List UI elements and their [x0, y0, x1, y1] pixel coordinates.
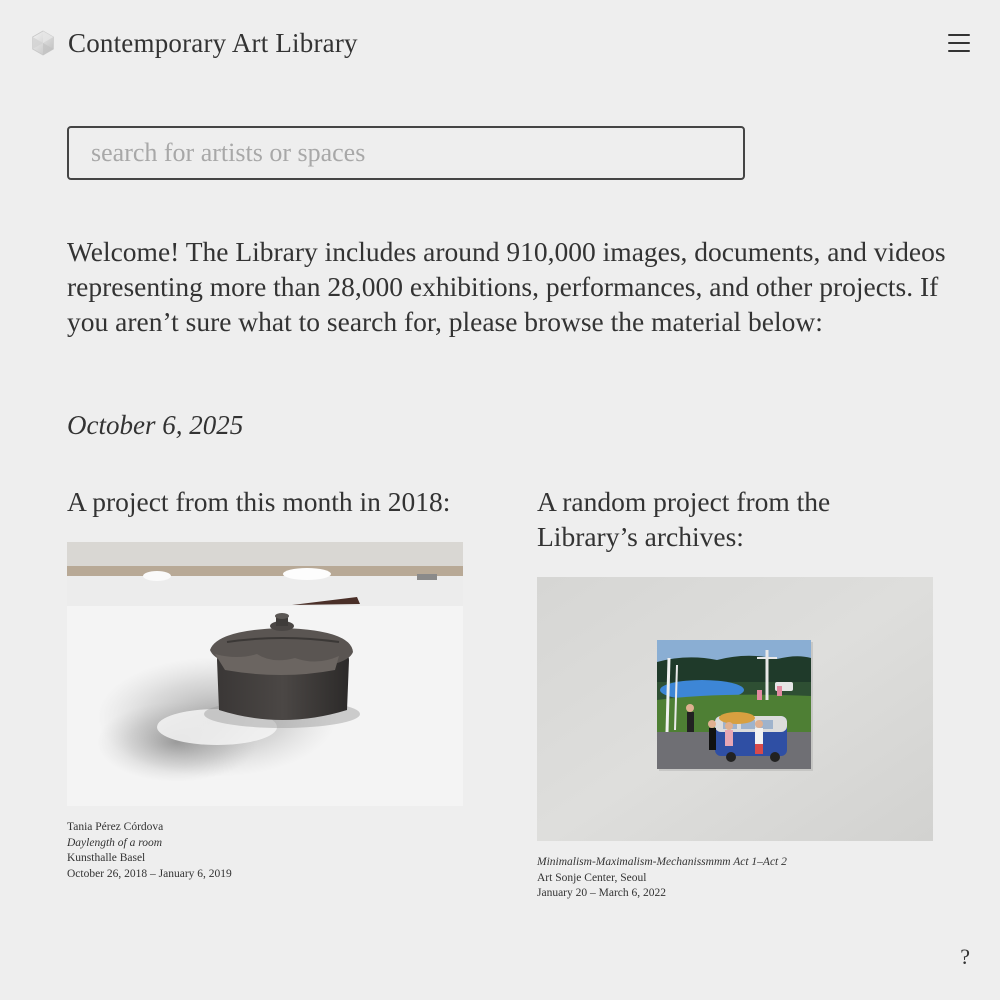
venue-link[interactable]: Kunsthalle Basel	[67, 852, 146, 864]
this-month-heading: A project from this month in 2018:	[67, 486, 451, 517]
current-date: October 6, 2025	[67, 410, 244, 440]
this-month-section	[67, 484, 463, 882]
random-project-dates: January 20 – March 6, 2022	[537, 887, 667, 899]
random-project-section	[537, 484, 933, 902]
site-title: Contemporary Art Library	[68, 27, 358, 58]
search-input[interactable]	[67, 126, 745, 180]
random-project-heading: A random project from the Library’s archives:	[537, 486, 831, 552]
hexagon-logo-icon	[30, 30, 56, 56]
site-header	[30, 22, 970, 64]
artist-link[interactable]: Tania Pérez Córdova	[67, 821, 164, 833]
search-bar	[67, 126, 745, 180]
random-project-caption	[537, 855, 933, 902]
help-button[interactable]: ?	[960, 944, 970, 969]
intro-text: Welcome! The Library includes around 910,000 images, documents, and videos representing more than 28,000 exhibitions, performances, and other projects. If you aren’t sure what to search for, please browse the material below:	[67, 236, 946, 337]
project-dates: October 26, 2018 – January 6, 2019	[67, 867, 232, 880]
this-month-project-image[interactable]	[67, 542, 463, 806]
random-project-title-link[interactable]: Minimalism-Maximalism-Mechanissmmm Act 1–Act 2	[537, 856, 787, 868]
this-month-caption	[67, 820, 463, 882]
random-project-image[interactable]	[537, 577, 933, 841]
hamburger-menu-icon[interactable]	[948, 34, 970, 52]
random-venue-link[interactable]: Art Sonje Center, Seoul	[537, 871, 647, 884]
home-link[interactable]	[30, 28, 358, 59]
project-title-link[interactable]: Daylength of a room	[67, 836, 163, 849]
